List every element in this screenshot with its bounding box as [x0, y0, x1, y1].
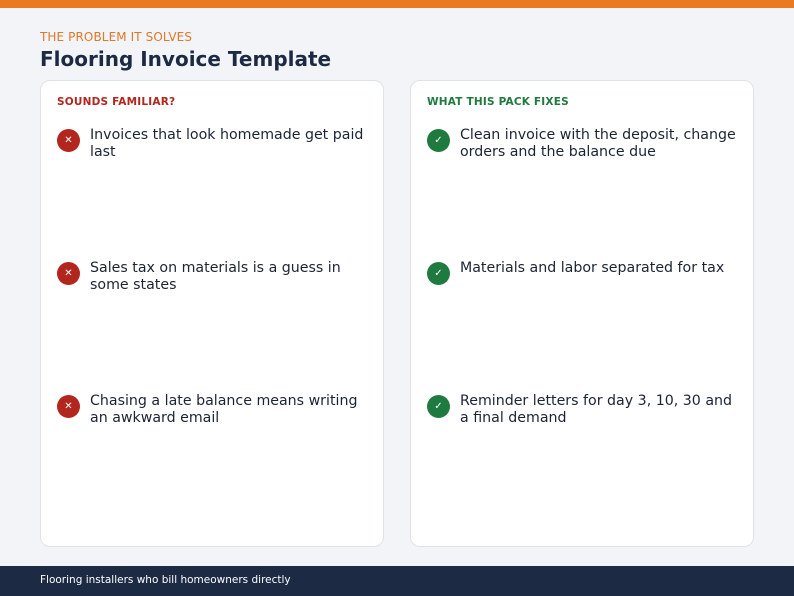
problem-text: Invoices that look homemade get paid last	[90, 127, 364, 160]
check-icon: ✓	[427, 129, 450, 152]
fix-text: Reminder letters for day 3, 10, 30 and a final demand	[460, 393, 733, 426]
x-icon: ✕	[57, 262, 80, 285]
problems-heading: SOUNDS FAMILIAR?	[57, 96, 176, 108]
footer-bar	[0, 566, 794, 596]
fixes-heading: WHAT THIS PACK FIXES	[427, 96, 569, 108]
fix-text: Materials and labor separated for tax	[460, 260, 725, 276]
footer-text: Flooring installers who bill homeowners directly	[40, 574, 291, 586]
x-icon: ✕	[57, 395, 80, 418]
problems-card	[40, 80, 384, 547]
check-icon: ✓	[427, 262, 450, 285]
page-title: Flooring Invoice Template	[40, 47, 332, 71]
fixes-card	[410, 80, 754, 547]
fix-text: Clean invoice with the deposit, change orders and the balance due	[460, 127, 736, 160]
x-icon: ✕	[57, 129, 80, 152]
check-icon: ✓	[427, 395, 450, 418]
top-accent-bar	[0, 0, 794, 8]
problem-text: Chasing a late balance means writing an awkward email	[90, 393, 358, 426]
eyebrow-label: THE PROBLEM IT SOLVES	[40, 30, 193, 44]
problem-text: Sales tax on materials is a guess in some states	[90, 260, 341, 293]
